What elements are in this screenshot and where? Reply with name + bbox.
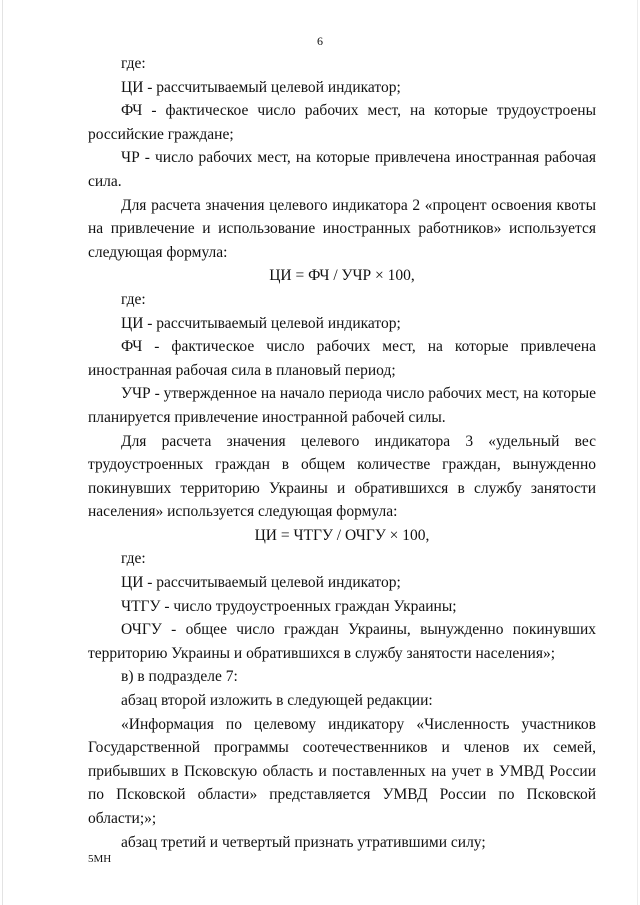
formula: ЦИ = ФЧ / УЧР × 100, <box>269 267 415 285</box>
paragraph: где: <box>121 290 146 308</box>
scan-edge-right <box>637 0 638 905</box>
paragraph: абзац второй изложить в следующей редакции: <box>121 692 433 710</box>
scan-edge-left <box>2 0 3 905</box>
paragraph: ФЧ - фактическое число рабочих мест, на которые трудоустроены российские граждане; <box>88 102 596 143</box>
paragraph: где: <box>121 550 146 568</box>
paragraph: ОЧГУ - общее число граждан Украины, вынужденно покинувших территорию Украины и обратившихся в службу занятости населения»; <box>88 621 596 662</box>
paragraph: Для расчета значения целевого индикатора 3 «удельный вес трудоустроенных граждан в общем количестве граждан, вынужденно покинувших территорию Украины и обратившихся в службу занятости населения» используется следующая формула: <box>88 432 596 521</box>
document-body <box>88 52 596 854</box>
formula: ЦИ = ЧТГУ / ОЧГУ × 100, <box>254 526 430 544</box>
paragraph: где: <box>121 55 146 72</box>
paragraph: в) в подразделе 7: <box>121 668 238 686</box>
paragraph: «Информация по целевому индикатору «Численность участников Государственной программы соотечественников и членов их семей, прибывших в Псковскую область и поставленных на учет в УМВД России по Псковской области» представляется УМВД России по Псковской области;»; <box>88 715 596 827</box>
paragraph: ЧР - число рабочих мест, на которые привлечена иностранная рабочая сила. <box>88 149 596 190</box>
paragraph: ЧТГУ - число трудоустроенных граждан Украины; <box>121 597 457 615</box>
paragraph: ЦИ - рассчитываемый целевой индикатор; <box>121 78 401 96</box>
footer-code: 5МН <box>88 853 112 865</box>
paragraph: абзац третий и четвертый признать утратившими силу; <box>121 833 486 851</box>
page-number: 6 <box>317 34 323 48</box>
paragraph: ЦИ - рассчитываемый целевой индикатор; <box>121 314 401 332</box>
paragraph: Для расчета значения целевого индикатора 2 «процент освоения квоты на привлечение и использование иностранных работников» используется следующая формула: <box>88 196 596 261</box>
paragraph: ФЧ - фактическое число рабочих мест, на которые привлечена иностранная рабочая сила в плановый период; <box>88 338 596 379</box>
paragraph: ЦИ - рассчитываемый целевой индикатор; <box>121 574 401 592</box>
paragraph: УЧР - утвержденное на начало периода число рабочих мест, на которые планируется привлечение иностранной рабочей силы. <box>88 385 596 426</box>
